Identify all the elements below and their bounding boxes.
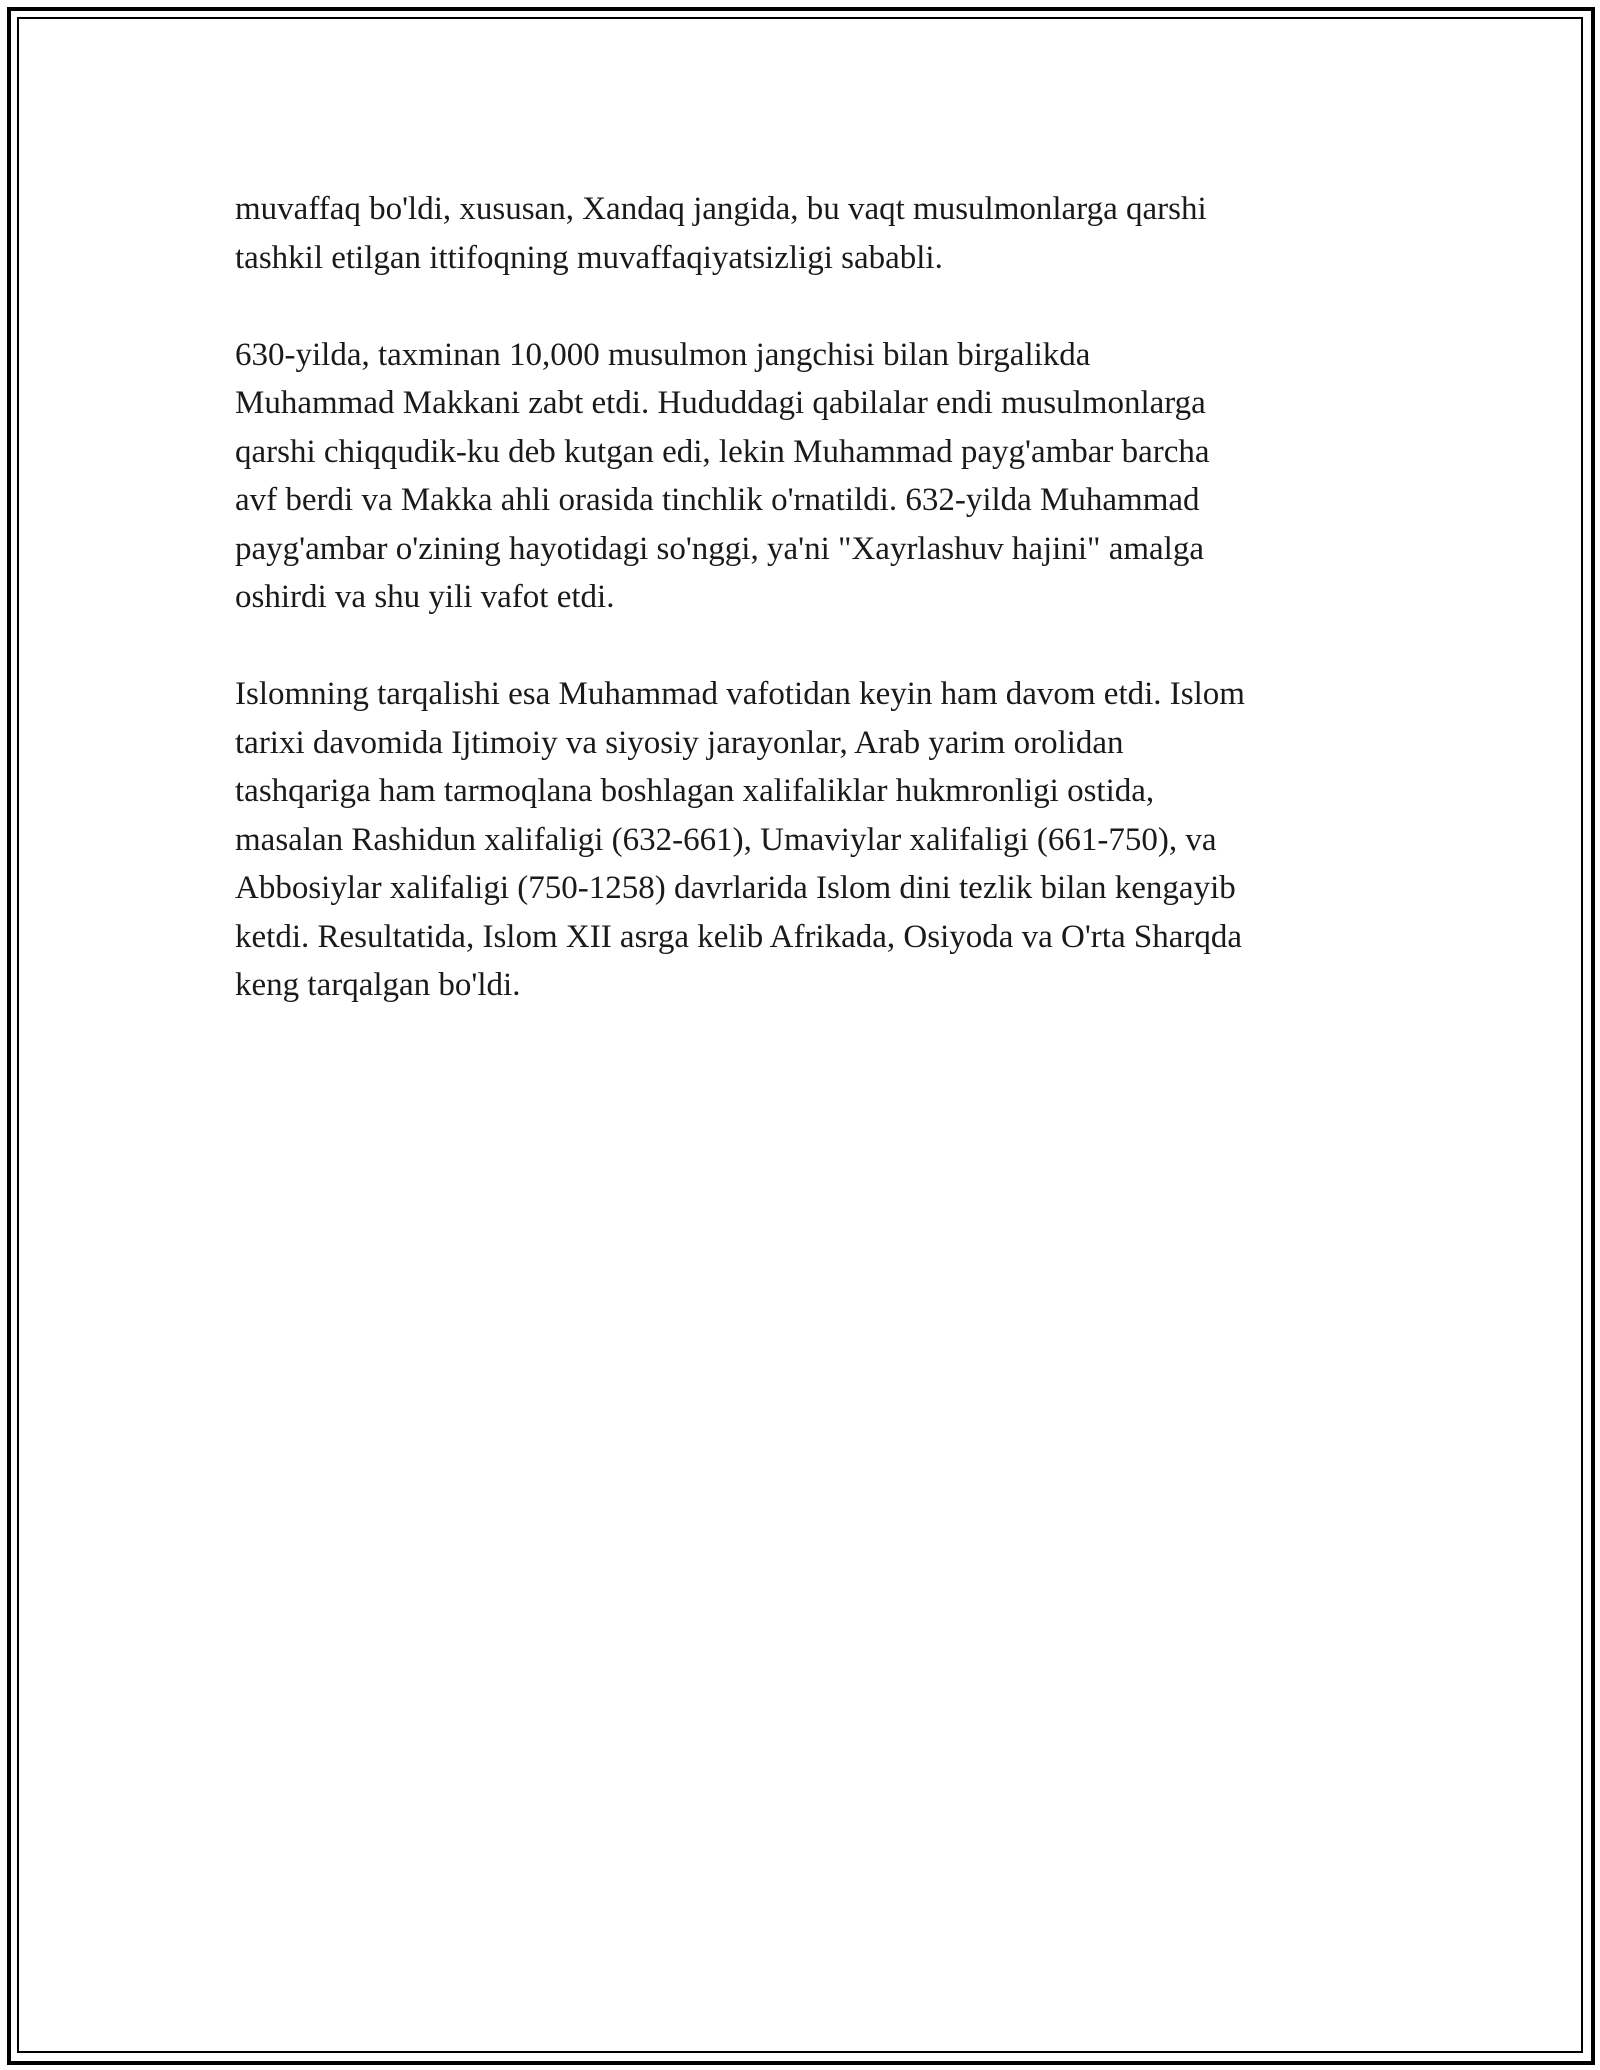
text-line: avf berdi va Makka ahli orasida tinchlik o'rnatildi. 632-yilda Muhammad <box>235 482 1200 518</box>
text-line: Islomning tarqalishi esa Muhammad vafotidan keyin ham davom etdi. Islom <box>235 676 1245 712</box>
text-line: qarshi chiqqudik-ku deb kutgan edi, lekin Muhammad payg'ambar barcha <box>235 433 1210 470</box>
text-line: tarixi davomida Ijtimoiy va siyosiy jarayonlar, Arab yarim orolidan <box>235 724 1124 761</box>
text-line: tashkil etilgan ittifoqning muvaffaqiyatsizligi sababli. <box>235 239 943 276</box>
text-line: 630-yilda, taxminan 10,000 musulmon jangchisi bilan birgalikda <box>235 336 1091 373</box>
paragraph-3 <box>235 670 1375 1010</box>
text-line: Muhammad Makkani zabt etdi. Hududdagi qabilalar endi musulmonlarga <box>235 385 1206 421</box>
text-line: keng tarqalgan bo'ldi. <box>235 967 521 1003</box>
text-line: muvaffaq bo'ldi, xususan, Xandaq jangida, bu vaqt musulmonlarga qarshi <box>235 191 1207 227</box>
document-body <box>235 185 1375 1058</box>
text-line: oshirdi va shu yili vafot etdi. <box>235 579 615 615</box>
paragraph-2 <box>235 331 1375 622</box>
paragraph-1 <box>235 185 1375 282</box>
text-line: payg'ambar o'zining hayotidagi so'nggi, ya'ni "Xayrlashuv hajini" amalga <box>235 530 1204 567</box>
text-line: Abbosiylar xalifaligi (750-1258) davrlarida Islom dini tezlik bilan kengayib <box>235 870 1236 906</box>
text-line: masalan Rashidun xalifaligi (632-661), Umaviylar xalifaligi (661-750), va <box>235 821 1217 858</box>
text-line: tashqariga ham tarmoqlana boshlagan xalifaliklar hukmronligi ostida, <box>235 773 1155 809</box>
text-line: ketdi. Resultatida, Islom XII asrga kelib Afrikada, Osiyoda va O'rta Sharqda <box>235 918 1242 955</box>
